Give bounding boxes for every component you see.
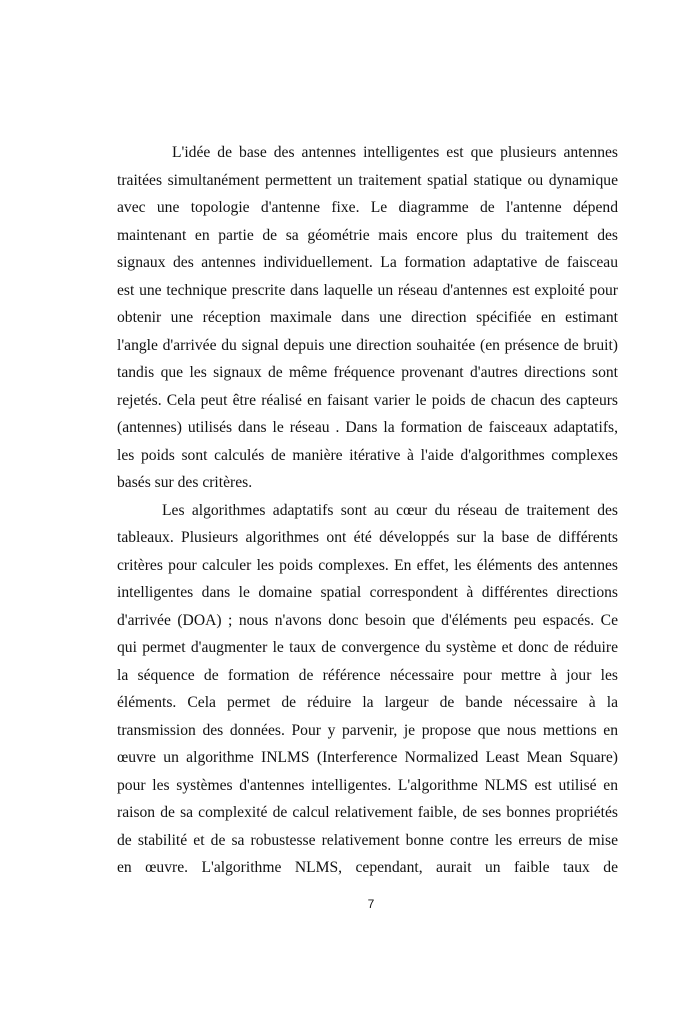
text-line: signaux des antennes individuellement. La formation adaptative de faisceau (117, 254, 618, 271)
text-line: l'angle d'arrivée du signal depuis une direction souhaitée (en présence de bruit) (117, 336, 618, 354)
text-line: est une technique prescrite dans laquelle un réseau d'antennes est exploité pour (117, 281, 618, 299)
text-line: traitées simultanément permettent un traitement spatial statique ou dynamique (117, 171, 618, 189)
text-line: rejetés. Cela peut être réalisé en faisant varier le poids de chacun des capteurs (117, 391, 618, 409)
text-line: intelligentes dans le domaine spatial correspondent à différentes directions (117, 584, 618, 601)
text-line: de stabilité et de sa robustesse relativement bonne contre les erreurs de mise (117, 831, 618, 849)
page-number: 7 (367, 897, 375, 911)
text-line: les poids sont calculés de manière itérative à l'aide d'algorithmes complexes (117, 446, 618, 464)
text-line: tableaux. Plusieurs algorithmes ont été développés sur la base de différents (117, 529, 618, 546)
text-line: pour les systèmes d'antennes intelligentes. L'algorithme NLMS est utilisé en (117, 776, 618, 794)
paragraph-2 (117, 497, 618, 882)
text-line: d'arrivée (DOA) ; nous n'avons donc besoin que d'éléments peu espacés. Ce (117, 611, 618, 629)
text-line: la séquence de formation de référence nécessaire pour mettre à jour les (117, 666, 618, 684)
text-line: éléments. Cela permet de réduire la largeur de bande nécessaire à la (117, 694, 618, 711)
text-line: basés sur des critères. (117, 474, 253, 491)
text-line: raison de sa complexité de calcul relativement faible, de ses bonnes propriétés (117, 804, 618, 821)
text-line: maintenant en partie de sa géométrie mais encore plus du traitement des (117, 226, 618, 244)
text-line: transmission des données. Pour y parvenir, je propose que nous mettions en (117, 721, 618, 739)
text-line: en œuvre. L'algorithme NLMS, cependant, aurait un faible taux de (117, 859, 618, 876)
document-body (117, 139, 618, 882)
text-line: qui permet d'augmenter le taux de convergence du système et donc de réduire (117, 639, 618, 656)
text-line: obtenir une réception maximale dans une direction spécifiée en estimant (117, 309, 618, 326)
paragraph-1 (117, 139, 618, 497)
text-line: Les algorithmes adaptatifs sont au cœur du réseau de traitement des (162, 501, 618, 519)
text-line: L'idée de base des antennes intelligentes est que plusieurs antennes (172, 144, 618, 161)
text-line: tandis que les signaux de même fréquence provenant d'autres directions sont (117, 364, 618, 381)
text-line: (antennes) utilisés dans le réseau . Dans la formation de faisceaux adaptatifs, (117, 419, 618, 436)
text-line: critères pour calculer les poids complexes. En effet, les éléments des antennes (117, 556, 618, 574)
text-line: œuvre un algorithme INLMS (Interference Normalized Least Mean Square) (117, 749, 618, 766)
text-line: avec une topologie d'antenne fixe. Le diagramme de l'antenne dépend (117, 199, 618, 216)
